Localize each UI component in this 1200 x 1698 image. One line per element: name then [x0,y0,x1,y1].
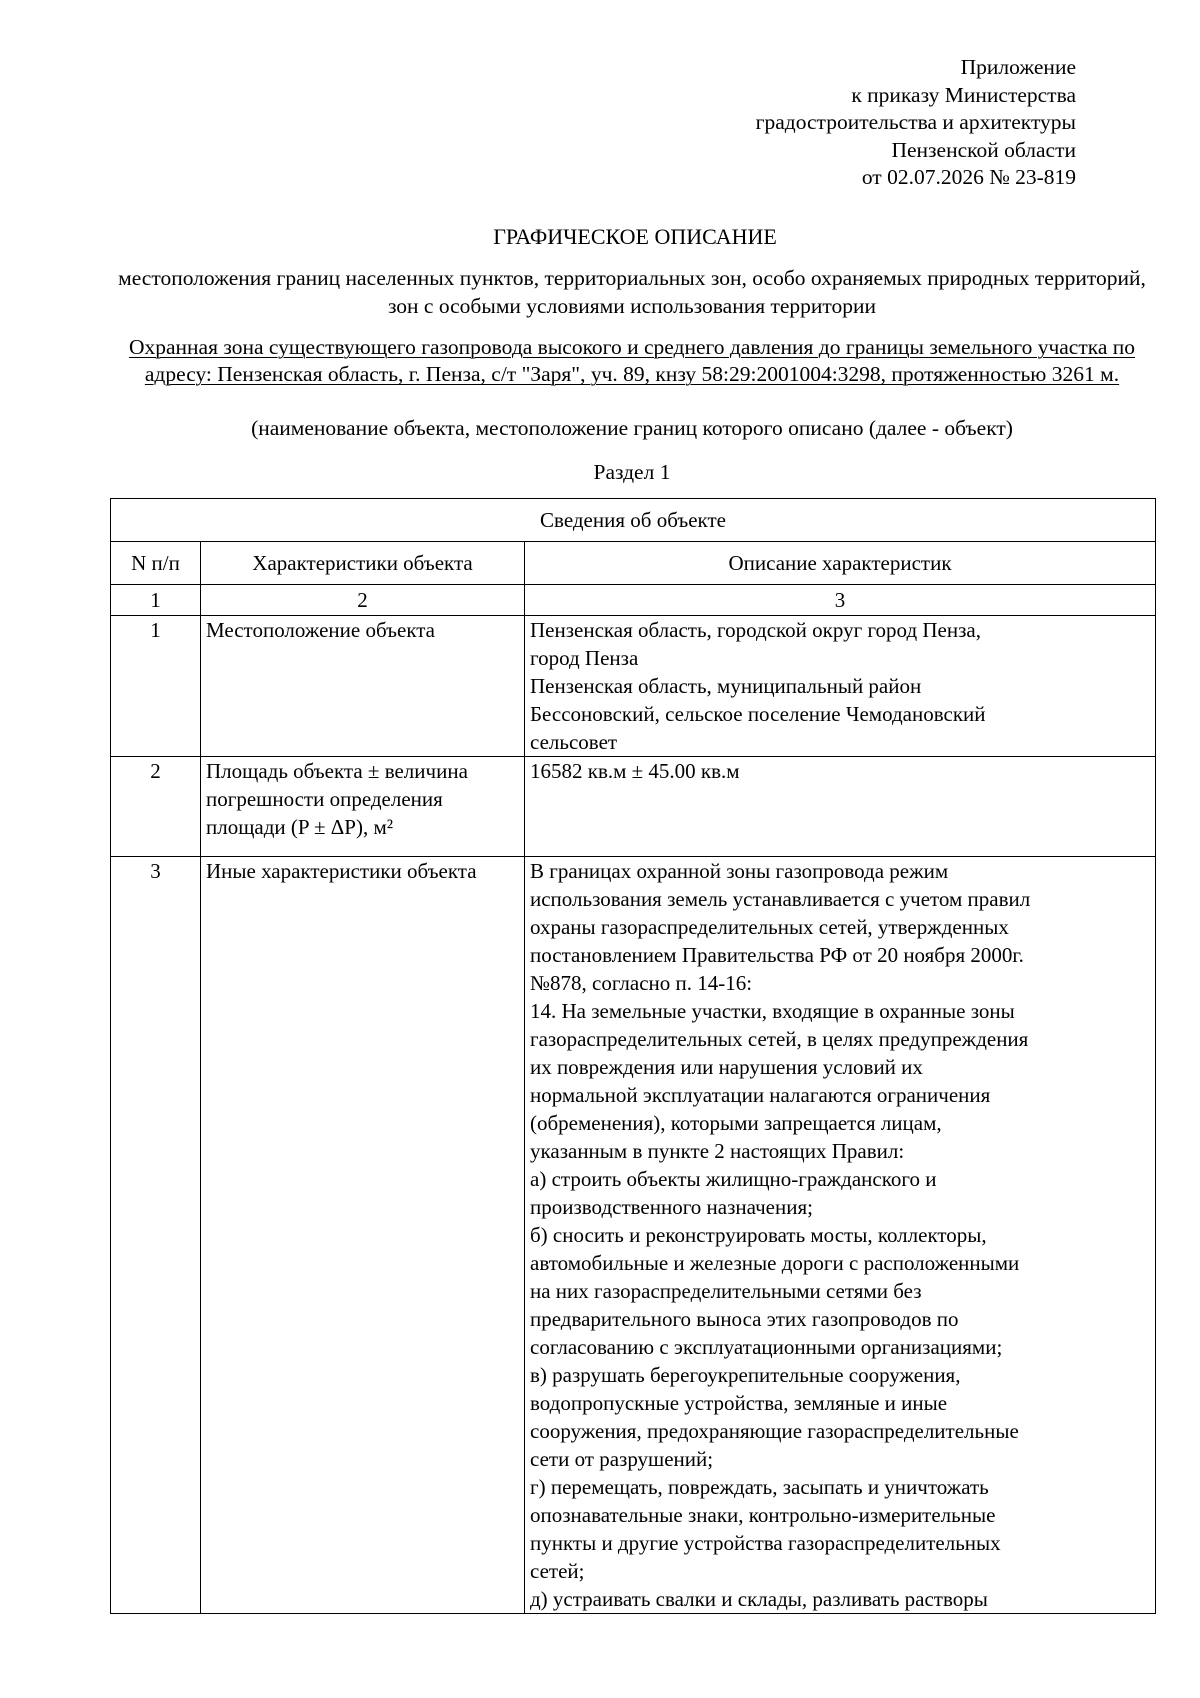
row-characteristic: Местоположение объекта [201,616,525,757]
description-line: газораспределительных сетей, в целях предупреждения [530,1027,1029,1051]
description-line: В границах охранной зоны газопровода режим [530,859,949,883]
appendix-line: от 02.07.2026 № 23-819 [861,165,1076,189]
appendix-block [756,54,1076,192]
document-title: ГРАФИЧЕСКОЕ ОПИСАНИЕ [493,224,777,249]
header-num: N п/п [111,542,201,585]
object-name [108,334,1156,388]
description-line: 16582 кв.м ± 45.00 кв.м [530,759,740,783]
description-line: автомобильные и железные дороги с расположенными [530,1251,1020,1275]
description-line: д) устраивать свалки и склады, разливать растворы [530,1587,988,1611]
object-name-text: Охранная зона существующего газопровода высокого и среднего давления до границы земельного участка по адресу: Пензенская область, г. Пенза, с/т "Заря", уч. 89, кнзу 58:29:2001004:3298, протяженностью 3261 м. [128,335,1136,386]
description-line: опознавательные знаки, контрольно-измерительные [530,1503,996,1527]
index-cell: 3 [525,585,1156,616]
description-line: Пензенская область, городской округ город Пенза, [530,618,981,642]
table-index-row [111,585,1156,616]
appendix-line: Приложение [960,55,1076,79]
row-characteristic: Иные характеристики объекта [201,857,525,1614]
table-row [111,616,1156,757]
object-info-table [110,498,1156,1614]
description-line: предварительного выноса этих газопроводов по [530,1307,959,1331]
description-line: пункты и другие устройства газораспределительных [530,1531,1001,1555]
description-line: (обременения), которыми запрещается лицам, [530,1111,942,1135]
description-line: 14. На земельные участки, входящие в охранные зоны [530,999,1015,1023]
description-line: на них газораспределительными сетями без [530,1279,922,1303]
description-line: город Пенза [530,646,639,670]
description-line: постановлением Правительства РФ от 20 ноября 2000г. [530,943,1024,967]
object-caption: (наименование объекта, местоположение границ которого описано (далее - объект) [251,416,1013,440]
description-line: сооружения, предохраняющие газораспределительные [530,1419,1019,1443]
row-number: 3 [111,857,201,1614]
description-line: Бессоновский, сельское поселение Чемодановский [530,702,986,726]
appendix-line: Пензенской области [891,137,1076,162]
index-cell: 2 [201,585,525,616]
description-line: их повреждения или нарушения условий их [530,1055,923,1079]
document-subtitle: местоположения границ населенных пунктов, территориальных зон, особо охраняемых природных территорий, зон с особыми условиями использования территории [118,266,1146,318]
description-line: в) разрушать берегоукрепительные сооружения, [530,1363,961,1387]
row-number: 1 [111,616,201,757]
description-line: использования земель устанавливается с учетом правил [530,887,1031,911]
description-line: сети от разрушений; [530,1447,714,1471]
description-line: нормальной эксплуатации налагаются ограничения [530,1083,991,1107]
table-header-row [111,542,1156,585]
description-line: охраны газораспределительных сетей, утвержденных [530,915,1009,939]
table-row [111,757,1156,857]
description-line: производственного назначения; [530,1195,813,1219]
table-caption: Сведения об объекте [111,499,1156,542]
description-line: водопропускные устройства, земляные и иные [530,1391,948,1415]
description-line: Пензенская область, муниципальный район [530,674,922,698]
appendix-line: к приказу Министерства [851,82,1076,107]
table-caption-row [111,499,1156,542]
description-line: сельсовет [530,730,618,754]
row-number: 2 [111,757,201,857]
row-characteristic: Площадь объекта ± величина погрешности определения площади (P ± ΔP), м² [201,757,525,857]
index-cell: 1 [111,585,201,616]
description-line: а) строить объекты жилищно-гражданского и [530,1167,937,1191]
header-description: Описание характеристик [525,542,1156,585]
description-line: №878, согласно п. 14-16: [530,971,753,995]
description-line: сетей; [530,1559,585,1583]
row-description [525,616,1156,757]
table-row [111,857,1156,1614]
header-characteristic: Характеристики объекта [201,542,525,585]
description-line: б) сносить и реконструировать мосты, коллекторы, [530,1223,987,1247]
description-line: указанным в пункте 2 настоящих Правил: [530,1139,905,1163]
description-line: согласованию с эксплуатационными организациями; [530,1335,1003,1359]
description-line: г) перемещать, повреждать, засыпать и уничтожать [530,1475,989,1499]
row-description [525,757,1156,857]
appendix-line: градостроительства и архитектуры [755,110,1076,134]
section-label: Раздел 1 [593,460,671,484]
row-description [525,857,1156,1614]
